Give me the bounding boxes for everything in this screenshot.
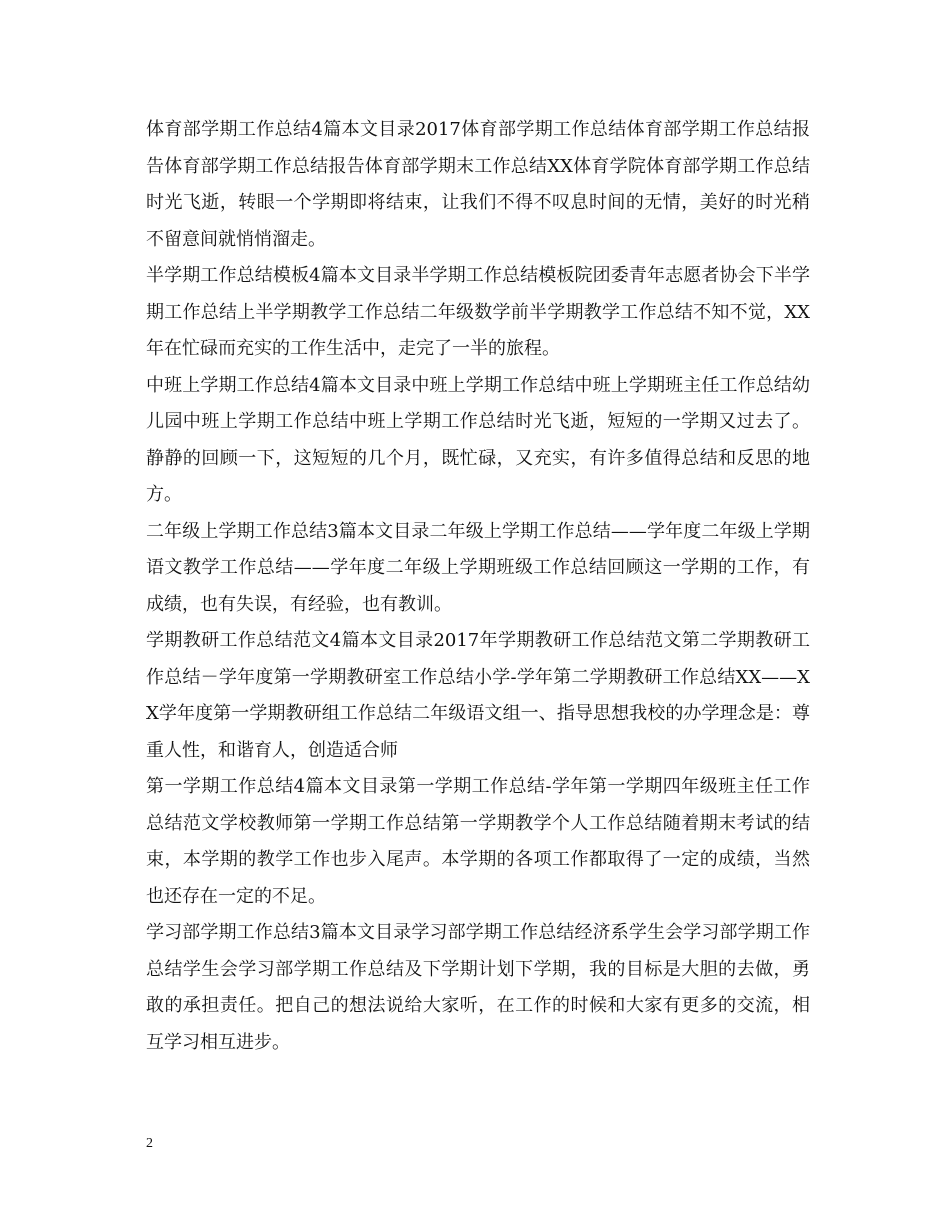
paragraph-3: 中班上学期工作总结4篇本文目录中班上学期工作总结中班上学期班主任工作总结幼儿园中班上学期工作总结中班上学期工作总结时光飞逝，短短的一学期又过去了。静静的回顾一下，这短短的几个月，既忙碌，又充实，有许多值得总结和反思的地方。	[146, 374, 810, 505]
paragraph-4: 二年级上学期工作总结3篇本文目录二年级上学期工作总结——学年度二年级上学期语文教学工作总结——学年度二年级上学期班级工作总结回顾这一学期的工作，有成绩，也有失误，有经验，也有教训。	[146, 520, 810, 615]
page-number: 2	[146, 1136, 153, 1151]
paragraph-7: 学习部学期工作总结3篇本文目录学习部学期工作总结经济系学生会学习部学期工作总结学生会学习部学期工作总结及下学期计划下学期，我的目标是大胆的去做，勇敢的承担责任。把自己的想法说给大家听，在工作的时候和大家有更多的交流，相互学习相互进步。	[146, 922, 810, 1053]
document-body	[146, 112, 810, 1061]
paragraph-2: 半学期工作总结模板4篇本文目录半学期工作总结模板院团委青年志愿者协会下半学期工作总结上半学期教学工作总结二年级数学前半学期教学工作总结不知不觉，XX年在忙碌而充实的工作生活中，走完了一半的旅程。	[146, 265, 810, 359]
paragraph-6: 第一学期工作总结4篇本文目录第一学期工作总结-学年第一学期四年级班主任工作总结范文学校教师第一学期工作总结第一学期教学个人工作总结随着期末考试的结束，本学期的教学工作也步入尾声。本学期的各项工作都取得了一定的成绩，当然也还存在一定的不足。	[146, 776, 810, 907]
paragraph-5: 学期教研工作总结范文4篇本文目录2017年学期教研工作总结范文第二学期教研工作总结－学年度第一学期教研室工作总结小学-学年第二学期教研工作总结XX——XX学年度第一学期教研组工作总结二年级语文组一、指导思想我校的办学理念是：尊重人性，和谐育人，创造适合师	[146, 630, 810, 761]
paragraph-1: 体育部学期工作总结4篇本文目录2017体育部学期工作总结体育部学期工作总结报告体育部学期工作总结报告体育部学期末工作总结XX体育学院体育部学期工作总结时光飞逝，转眼一个学期即将结束，让我们不得不叹息时间的无情，美好的时光稍不留意间就悄悄溜走。	[146, 119, 810, 250]
